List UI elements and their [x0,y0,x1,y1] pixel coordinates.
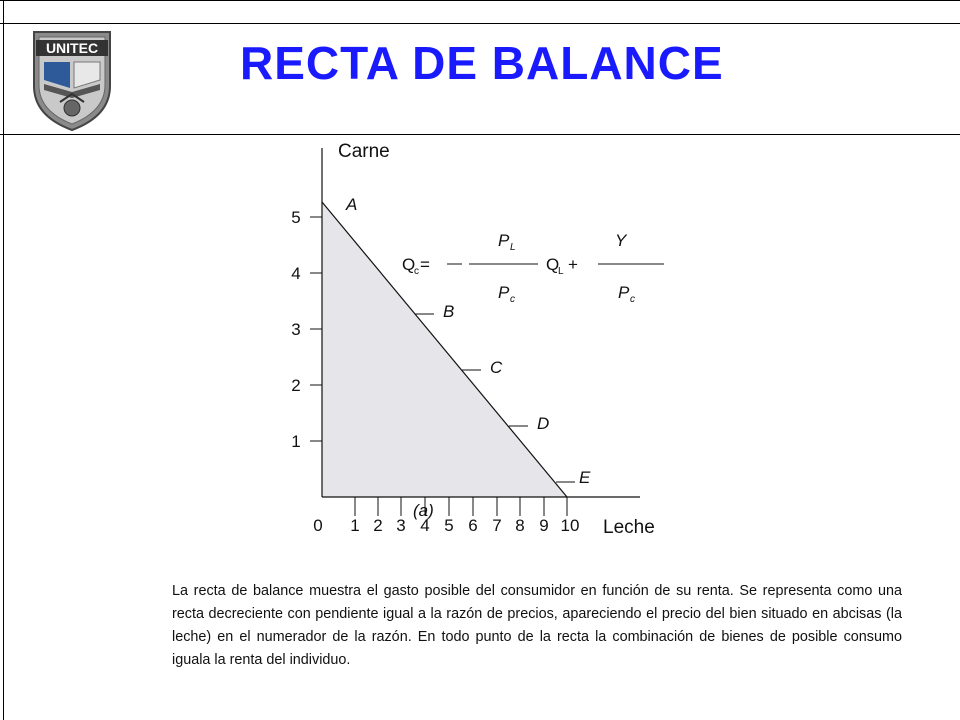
x-tick-label: 9 [539,516,549,535]
eq-frac2-den-sub: c [630,294,635,305]
eq-equals: = [420,255,430,274]
eq-plus: + [568,255,578,274]
eq-lhs-main: Q [402,255,416,274]
logo-text: UNITEC [45,40,99,56]
eq-mid-main: Q [546,255,560,274]
x-ticks [355,497,567,516]
y-tick-label: 5 [291,208,301,227]
eq-frac1-num-main: P [498,231,510,250]
budget-equation [402,231,664,305]
eq-frac2-num: Y [615,231,627,250]
eq-lhs-sub: c [414,266,419,277]
y-tick-5 [291,208,322,227]
x-axis-label: Leche [603,517,655,538]
x-tick-labels [313,516,579,535]
y-tick-label: 2 [291,376,301,395]
y-tick-2 [291,376,322,395]
x-tick-label: 5 [444,516,454,535]
eq-mid-sub: L [558,266,564,277]
y-axis-label: Carne [338,141,390,162]
y-tick-label: 3 [291,320,301,339]
point-label-d: D [537,414,550,433]
x-tick-label: 6 [468,516,478,535]
x-tick-label: 7 [492,516,502,535]
y-tick-1 [291,432,322,451]
x-tick-label: 0 [313,516,323,535]
point-label-b: B [443,302,455,321]
panel-label: (a) [413,501,434,520]
x-tick-label: 4 [420,516,430,535]
y-tick-label: 4 [291,264,301,283]
page-title: RECTA DE BALANCE [240,37,724,89]
point-label-c: C [490,358,503,377]
x-tick-label: 3 [396,516,406,535]
y-tick-3 [291,320,322,339]
x-tick-label: 8 [515,516,525,535]
y-tick-label: 1 [291,432,301,451]
eq-frac1-den-main: P [498,283,510,302]
eq-frac1-den-sub: c [510,294,515,305]
eq-frac2-den-main: P [618,283,630,302]
description-text: La recta de balance muestra el gasto posible del consumidor en función de su renta. Se representa como una recta decreciente con pendiente igual a la razón de precios, apareciendo el precio del bien situado en abcisas (la leche) en el numerador de la razón. En todo punto de la recta la combinación de bienes de posible consumo iguala la renta del individuo. [172,583,902,668]
x-tick-label: 2 [373,516,383,535]
x-tick-label: 1 [350,516,360,535]
point-label-e: E [579,468,591,487]
y-tick-4 [291,264,322,283]
eq-frac1-num-sub: L [510,242,516,253]
x-tick-label: 10 [560,516,580,535]
point-label-a: A [346,195,358,214]
